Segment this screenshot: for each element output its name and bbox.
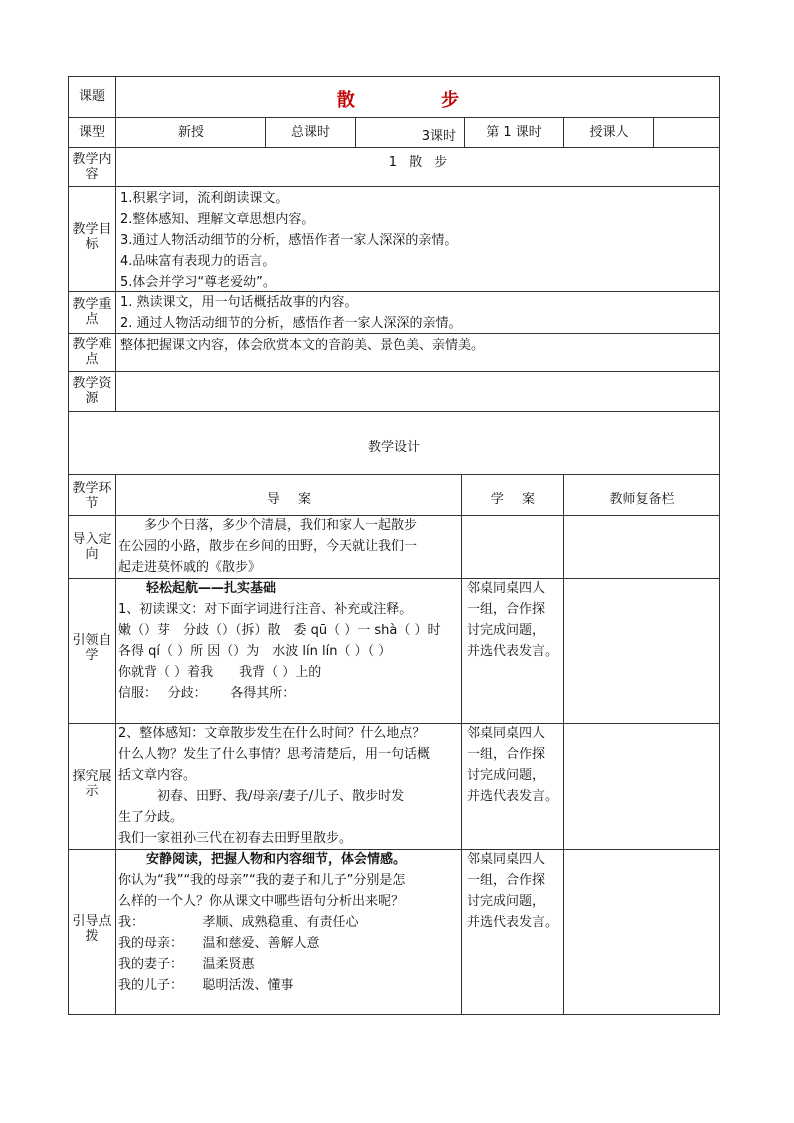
guide-heading: 安静阅读，把握人物和内容细节，体会情感。: [146, 852, 407, 867]
study-column-header: 学 案: [490, 492, 536, 507]
goals-list: [120, 188, 716, 293]
design-title: 教学设计: [367, 440, 420, 455]
study-line: 并选代表发言。: [467, 915, 559, 930]
guide-line: 1、初读课文：对下面字词进行注音、补充或注释。: [118, 602, 413, 617]
keypoint-item: 2. 通过人物活动细节的分析，感悟作者一家人深深的亲情。: [120, 316, 462, 331]
guide-line: 什么人物？发生了什么事情？思考清楚后，用一句话概: [118, 747, 431, 762]
guide-line: 在公园的小路，散步在乡间的田野，今天就让我们一: [118, 539, 418, 554]
guide-line: 你认为“我”“我的母亲”“我的妻子和儿子”分别是怎: [118, 873, 406, 888]
guide-line: 嫩（）芽 分歧（）（拆）散 委 qū（ ）一 shà（ ）时: [118, 623, 441, 638]
section-study: [467, 849, 562, 933]
guide-line: 我的儿子： 聪明活泼、懂事: [118, 978, 294, 993]
section-label: 探究展示: [72, 769, 112, 799]
section-guide: [118, 515, 460, 578]
stage-column-header: 教学环节: [72, 481, 112, 511]
total-value: 3课时: [421, 129, 456, 144]
study-line: 邻桌同桌四人: [467, 852, 546, 867]
resources-row: [68, 371, 720, 412]
difficulty-label: 教学难点: [72, 337, 112, 367]
title-label: 课题: [78, 89, 105, 104]
study-line: 一组，合作探: [467, 873, 546, 888]
guide-column-header: 导 案: [266, 492, 312, 507]
section-label: 导入定向: [72, 532, 112, 562]
resources-label: 教学资源: [72, 376, 112, 406]
type-value: 新授: [177, 125, 204, 140]
goals-label: 教学目标: [72, 222, 112, 252]
guide-line: 你就背（ ）着我 我背（ ）上的: [118, 665, 322, 680]
goal-item: 3.通过人物活动细节的分析，感悟作者一家人深深的亲情。: [120, 233, 458, 248]
difficulty-value: 整体把握课文内容，体会欣赏本文的音韵美、景色美、亲情美。: [120, 338, 485, 353]
study-line: 讨完成问题，: [467, 894, 546, 909]
guide-line: 我： 孝顺、成熟稳重、有责任心: [118, 915, 359, 930]
study-line: 一组，合作探: [467, 747, 546, 762]
section-study: [467, 723, 562, 807]
study-line: 一组，合作探: [467, 602, 546, 617]
column-divider: [461, 474, 462, 1015]
guide-line: 我的母亲： 温和慈爱、善解人意: [118, 936, 320, 951]
section-guide: [118, 578, 462, 704]
column-divider: [115, 474, 116, 1015]
guide-line: 么样的一个人？你从课文中哪些语句分析出来呢？: [118, 894, 405, 909]
lesson-title: 散 步: [336, 90, 500, 111]
guide-line: 各得 qí（ ）所 因（）为 水波 lín lín（ ）（ ）: [118, 644, 392, 659]
goal-item: 2.整体感知、理解文章思想内容。: [120, 212, 315, 227]
teacher-label: 授课人: [589, 125, 629, 140]
section-label: 引领自学: [72, 633, 112, 663]
guide-line: 我的妻子： 温柔贤惠: [118, 957, 255, 972]
keypoint-item: 1. 熟读课文，用一句话概括故事的内容。: [120, 295, 358, 310]
section-study: [467, 578, 562, 662]
guide-line: 括文章内容。: [118, 768, 197, 783]
guide-line: 信服： 分歧： 各得其所：: [118, 686, 296, 701]
guide-line: 我们一家祖孙三代在初春去田野里散步。: [118, 831, 353, 846]
guide-line: 生了分歧。: [118, 810, 184, 825]
study-line: 讨完成问题，: [467, 768, 546, 783]
guide-line: 2、整体感知：文章散步发生在什么时间？什么地点？: [118, 726, 426, 741]
guide-line: 起走进莫怀戚的《散步》: [118, 560, 262, 575]
guide-heading: 轻松起航——扎实基础: [146, 581, 277, 596]
notes-column-header: 教师复备栏: [609, 492, 675, 507]
type-label: 课型: [78, 125, 105, 140]
study-line: 邻桌同桌四人: [467, 581, 546, 596]
total-label: 总课时: [290, 125, 330, 140]
section-guide: [118, 849, 462, 996]
column-divider: [563, 474, 564, 1015]
study-line: 并选代表发言。: [467, 644, 559, 659]
study-line: 并选代表发言。: [467, 789, 559, 804]
goal-item: 4.品味富有表现力的语言。: [120, 254, 276, 269]
goal-item: 5.体会并学习“尊老爱幼”。: [120, 275, 276, 290]
section-label: 引导点拨: [72, 914, 112, 944]
section-guide: [118, 723, 462, 849]
keypoints-label: 教学重点: [72, 297, 112, 327]
keypoints-list: [120, 292, 716, 334]
lesson-number: 第 1 课时: [486, 125, 542, 140]
guide-line: 初春、田野、我/母亲/妻子/儿子、散步时发: [118, 789, 405, 804]
study-line: 邻桌同桌四人: [467, 726, 546, 741]
content-value: 1 散 步: [388, 155, 448, 170]
content-label: 教学内容: [72, 152, 112, 182]
guide-line: 多少个日落，多少个清晨，我们和家人一起散步: [118, 518, 418, 533]
goal-item: 1.积累字词，流利朗读课文。: [120, 191, 289, 206]
study-line: 讨完成问题，: [467, 623, 546, 638]
